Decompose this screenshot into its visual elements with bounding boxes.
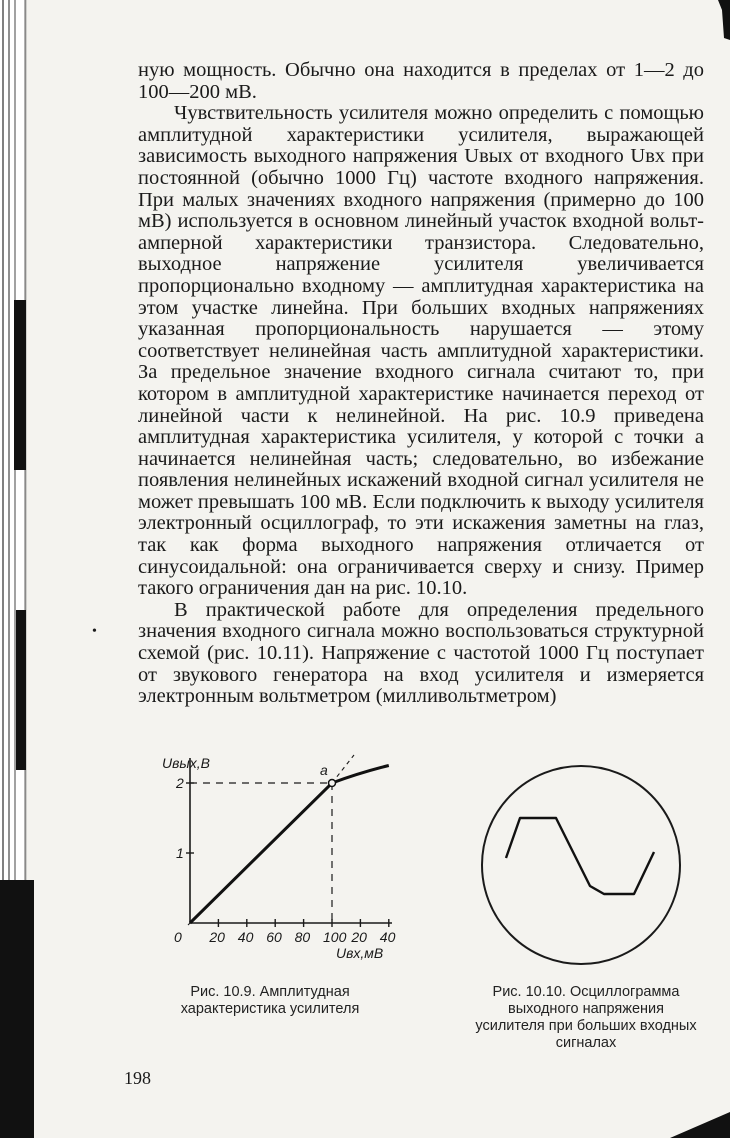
x-tick-label: 80 [294, 929, 311, 945]
figure-10-9-chart [160, 750, 400, 975]
binding-shadow [0, 880, 34, 1138]
book-binding-edge [0, 0, 36, 1138]
paragraph: ную мощность. Обычно она находится в пределах от 1—2 до 100—200 мВ. [138, 59, 704, 103]
page-corner-mark [704, 0, 730, 40]
x-axis-label: Uвх,мВ [336, 945, 384, 961]
figure-10-9-caption: Рис. 10.9. Амплитудная характеристика усилителя [180, 984, 360, 1017]
figure-10-10-caption: Рис. 10.10. Осциллограмма выходного напряжения усилителя при больших входных сигналах [475, 984, 697, 1051]
binding-shadow [16, 610, 26, 770]
x-tick-label: 20 [351, 929, 367, 945]
series-line [190, 766, 389, 924]
y-axis-label: Uвых,В [162, 755, 210, 771]
y-tick-label: 2 [176, 775, 184, 791]
paragraph: В практической работе для определения предельного значения входного сигнала можно воспользоваться структурной схемой (рис. 10.11). Напряжение с частотой 1000 Гц поступает от звукового генератора на вход усилителя и измеряется электронным вольтметром (милливольтметром) [138, 598, 704, 708]
page-corner-mark [670, 1112, 730, 1138]
y-tick-label: 1 [176, 845, 184, 861]
x-tick-label: 60 [266, 929, 282, 945]
x-tick-label: 40 [379, 929, 396, 945]
x-tick-label: 0 [174, 929, 182, 945]
clipped-waveform [506, 818, 654, 894]
body-text [138, 60, 704, 708]
point-a-label: a [320, 762, 328, 778]
binding-shadow [14, 300, 26, 470]
x-tick-label: 40 [237, 929, 254, 945]
x-tick-label: 100 [323, 929, 347, 945]
page-number: 198 [124, 1068, 151, 1088]
margin-dot: • [92, 624, 97, 639]
x-tick-label: 20 [209, 929, 225, 945]
oscilloscope-screen [482, 766, 680, 964]
point-a-marker [329, 780, 336, 787]
figure-10-10-oscillogram [478, 762, 684, 968]
paragraph: Чувствительность усилителя можно определить с помощью амплитудной характеристики усилителя, выражающей зависимость выходного напряжения Uвых от входного Uвх при постоянной (обычно 1000 Гц) частоте входного напряжения. При малых значениях входного напряжения (примерно до 100 мВ) используется в основном линейный участок входной вольт-амперной характеристики транзистора. Следовательно, выходное напряжение усилителя увеличивается пропорционально входному — амплитудная характеристика на этом участке линейна. При больших входных напряжениях указанная пропорциональность нарушается — этому соответствует нелинейная часть амплитудной характеристики. За предельное значение входного сигнала считают то, при котором в амплитудной характеристике начинается переход от линейной части к нелинейной. На рис. 10.9 приведена амплитудная характеристика усилителя, у которой с точки a начинается нелинейная часть; следовательно, во избежание появления нелинейных искажений входной сигнал усилителя не может превышать 100 мВ. Если подключить к выходу усилителя электронный осциллограф, то эти искажения заметны на глаз, так как форма выходного напряжения отличается от синусоидальной: она ограничивается сверху и снизу. Пример такого ограничения дан на рис. 10.10. [138, 102, 704, 600]
